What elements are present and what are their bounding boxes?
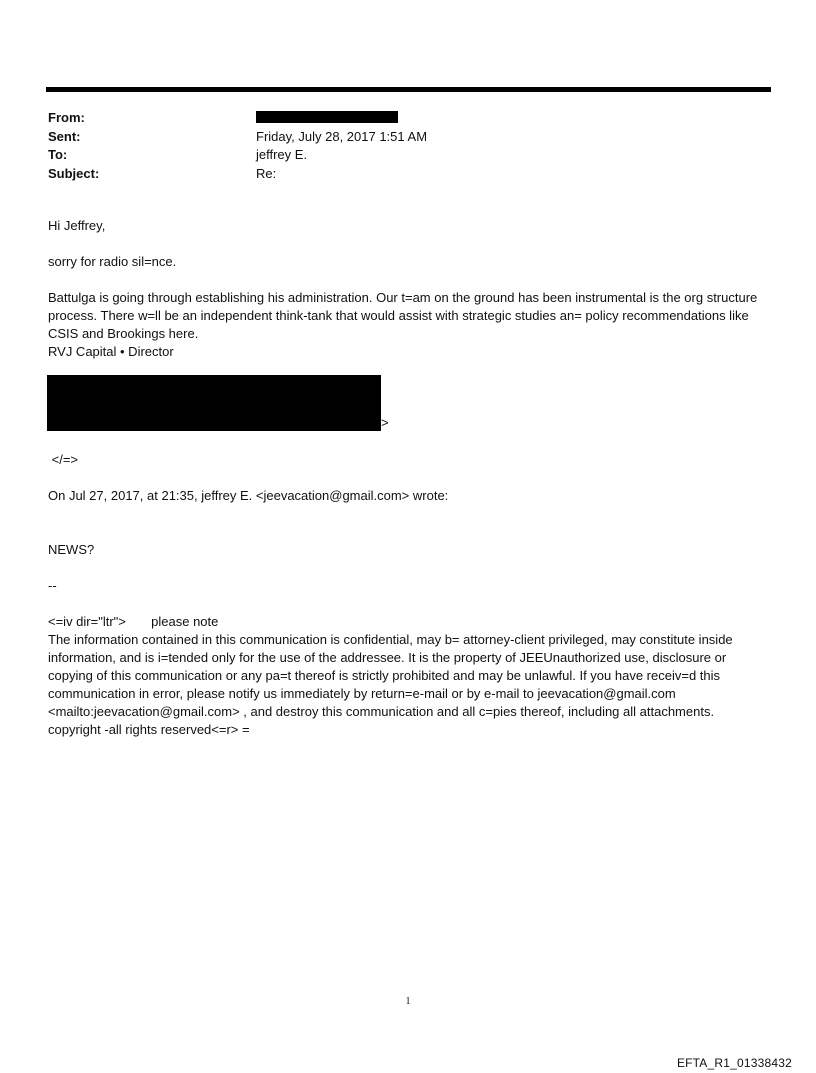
redacted-sender [256, 111, 398, 123]
separator: -- [48, 578, 57, 593]
page-number: 1 [405, 996, 411, 1007]
disclaimer: The information contained in this communication is confidential, may b= attorney-client privileged, may constitute inside information, and is i=tended only for the use of the addressee. It is the property of JEEUnauthorized use, disclosure or copying of this communication or any pa=t thereof is strictly prohibited and may be unlawful. If you have receiv=d this communication in error, please notify us immediately by return=e-mail or by e-mail to jeevacation@gmail.com <mailto:jeevacation@gmail.com> , and destroy this communication and all c=pies thereof, including all attachments. copyright -all rights reserved<=r> = [48, 632, 737, 737]
to-row [48, 146, 748, 165]
subject-label: Subject: [48, 165, 100, 181]
from-value [256, 109, 748, 128]
html-fragment: </=> [48, 452, 79, 467]
quoted-news: NEWS? [48, 542, 95, 557]
div-note: <=iv dir="ltr"> please note [48, 614, 219, 629]
from-label: From: [48, 110, 85, 125]
sent-row [48, 128, 748, 147]
body-paragraph: Battulga is going through establishing his administration. Our t=am on the ground has been instrumental is the org structure process. There w=ll be an independent think-tank that would assist with strategic studies an= policy recommendations like CSIS and Brookings here. [48, 290, 761, 341]
email-header [48, 109, 748, 183]
redacted-contact-block [47, 375, 381, 431]
sent-value: Friday, July 28, 2017 1:51 AM [256, 128, 428, 144]
subject-value: Re: [256, 165, 277, 181]
apology-line: sorry for radio sil=nce. [48, 254, 177, 269]
from-row [48, 109, 748, 128]
signature-line: RVJ Capital • Director [48, 344, 174, 359]
email-body [48, 217, 768, 361]
greeting: Hi Jeffrey, [48, 218, 106, 233]
top-rule [46, 87, 771, 92]
quoted-section [48, 451, 768, 739]
subject-row [48, 165, 748, 184]
sent-label: Sent: [48, 128, 81, 144]
redaction-tail: > [381, 415, 389, 430]
quoted-intro: On Jul 27, 2017, at 21:35, jeffrey E. <jeevacation@gmail.com> wrote: [48, 488, 449, 503]
to-label: To: [48, 147, 68, 162]
bates-id: EFTA_R1_01338432 [676, 1056, 792, 1070]
to-value: jeffrey E. [256, 147, 308, 162]
